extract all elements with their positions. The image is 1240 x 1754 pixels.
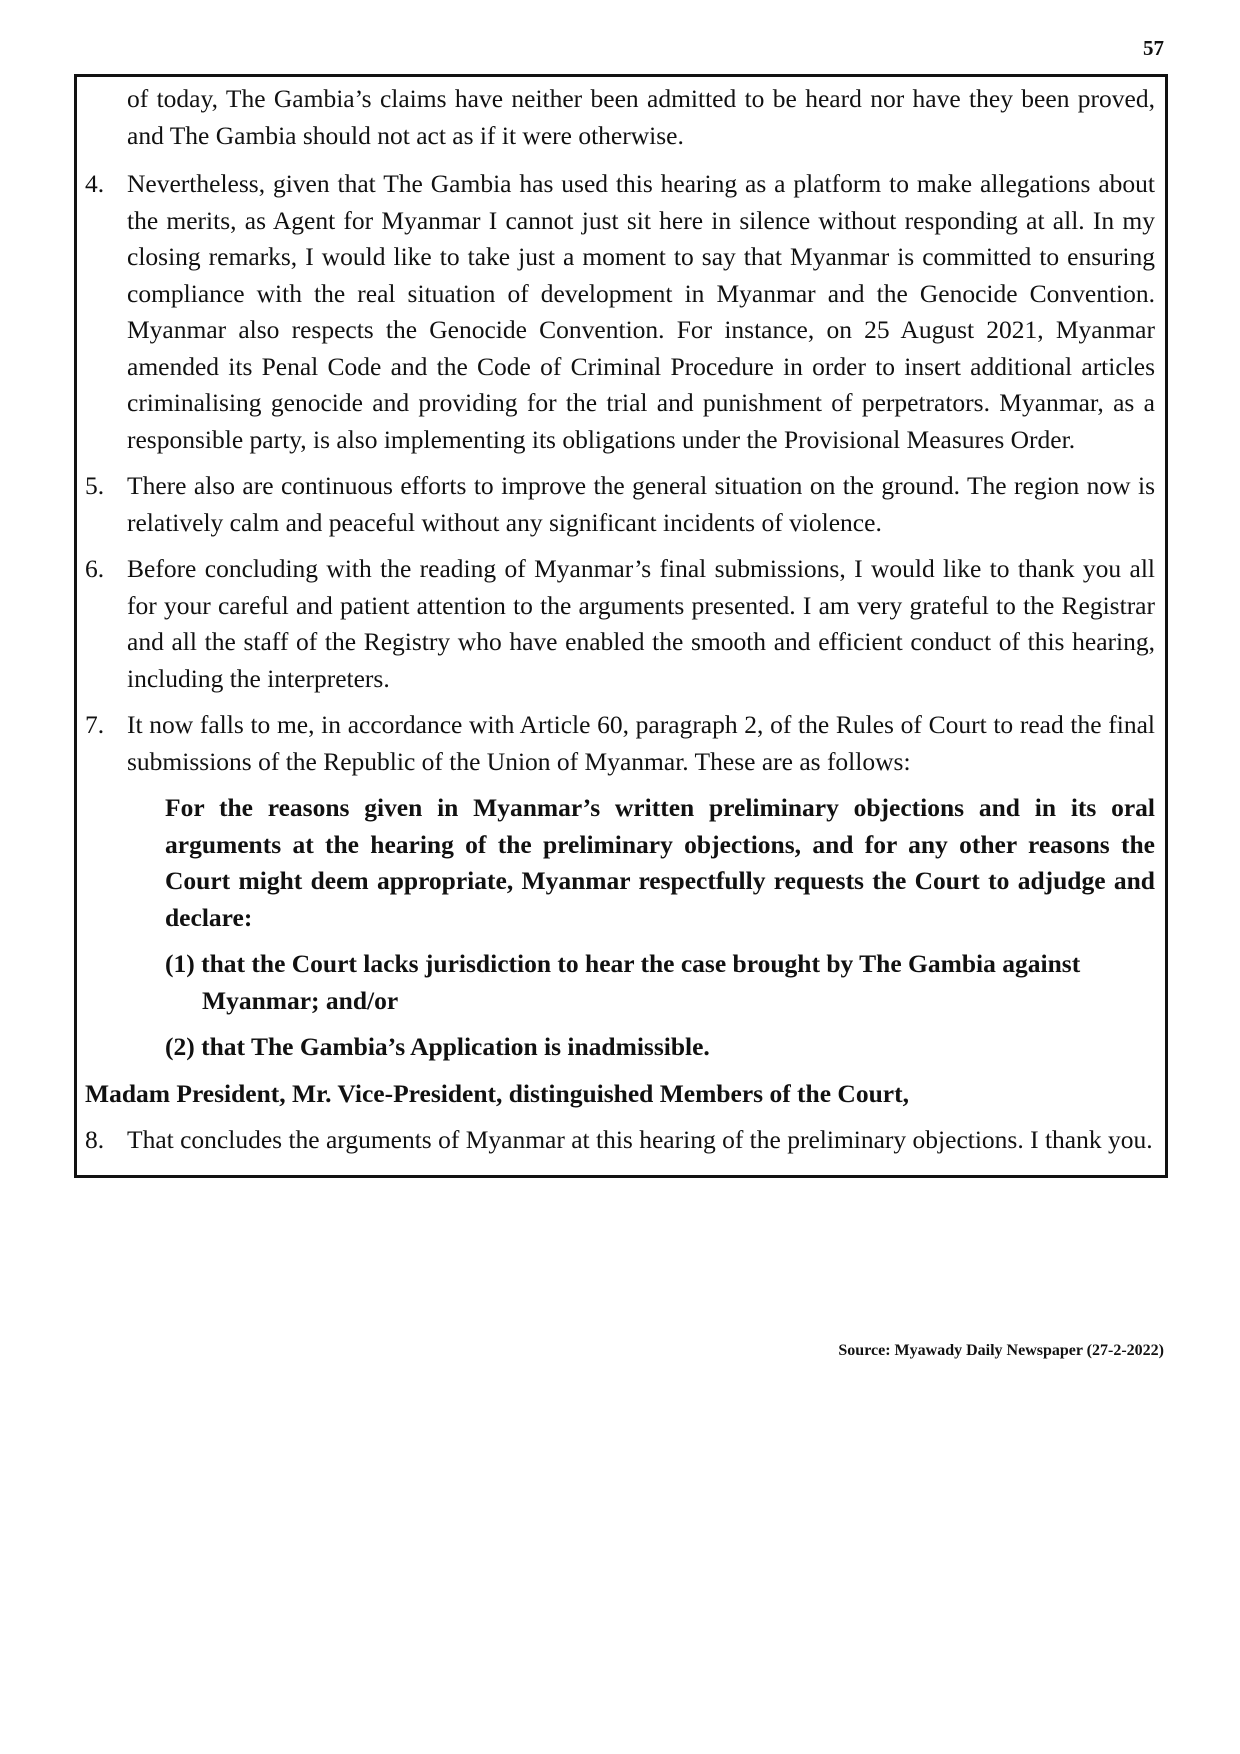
- submissions-intro: For the reasons given in Myanmar’s written preliminary objections and in its oral arguments at the hearing of the preliminary objections, and for any other reasons the Court might deem appropriate, Myanmar respectfully requests the Court to adjudge and declare:: [165, 793, 1155, 932]
- paragraph-6: [85, 551, 1155, 697]
- paragraph-number: 6.: [85, 554, 105, 583]
- paragraph-5: [85, 468, 1155, 541]
- intro-continuation-text: of today, The Gambia’s claims have neither been admitted to be heard nor have they been proved, and The Gambia should not act as if it were otherwise.: [127, 84, 1155, 150]
- paragraph-text: It now falls to me, in accordance with Article 60, paragraph 2, of the Rules of Court to read the final submissions of the Republic of the Union of Myanmar. These are as follows:: [127, 710, 1155, 776]
- source-citation: Source: Myawady Daily Newspaper (27-2-2022): [838, 1342, 1164, 1359]
- paragraph-number: 5.: [85, 471, 105, 500]
- submission-item-2: (2) that The Gambia’s Application is inadmissible.: [165, 1032, 710, 1061]
- paragraph-number: 4.: [85, 169, 105, 198]
- paragraph-number: 8.: [85, 1125, 105, 1154]
- paragraph-7: [85, 707, 1155, 780]
- paragraph-4: [85, 166, 1155, 458]
- paragraph-number: 7.: [85, 710, 105, 739]
- address-line: Madam President, Mr. Vice-President, distinguished Members of the Court,: [85, 1078, 909, 1108]
- intro-continuation: [85, 81, 1155, 154]
- paragraph-text: Before concluding with the reading of Myanmar’s final submissions, I would like to thank you all for your careful and patient attention to the arguments presented. I am very grateful to the Registrar and all the staff of the Registry who have enabled the smooth and efficient conduct of this hearing, including the interpreters.: [127, 554, 1155, 693]
- paragraph-text: Nevertheless, given that The Gambia has used this hearing as a platform to make allegations about the merits, as Agent for Myanmar I cannot just sit here in silence without responding at all. In my closing remarks, I would like to take just a moment to say that Myanmar is committed to ensuring compliance with the real situation of development in Myanmar and the Genocide Convention. Myanmar also respects the Genocide Convention. For instance, on 25 August 2021, Myanmar amended its Penal Code and the Code of Criminal Procedure in order to insert additional articles criminalising genocide and providing for the trial and punishment of perpetrators. Myanmar, as a responsible party, is also implementing its obligations under the Provisional Measures Order.: [127, 169, 1155, 454]
- page-number: 57: [1143, 36, 1164, 60]
- submission-item-1: (1) that the Court lacks jurisdiction to hear the case brought by The Gambia against Myanmar; and/or: [165, 949, 1081, 1015]
- paragraph-text: There also are continuous efforts to improve the general situation on the ground. The region now is relatively calm and peaceful without any significant incidents of violence.: [127, 471, 1155, 537]
- paragraph-8: [85, 1122, 1155, 1159]
- paragraph-text: That concludes the arguments of Myanmar at this hearing of the preliminary objections. I thank you.: [127, 1125, 1153, 1154]
- statement-box: [74, 74, 1168, 1178]
